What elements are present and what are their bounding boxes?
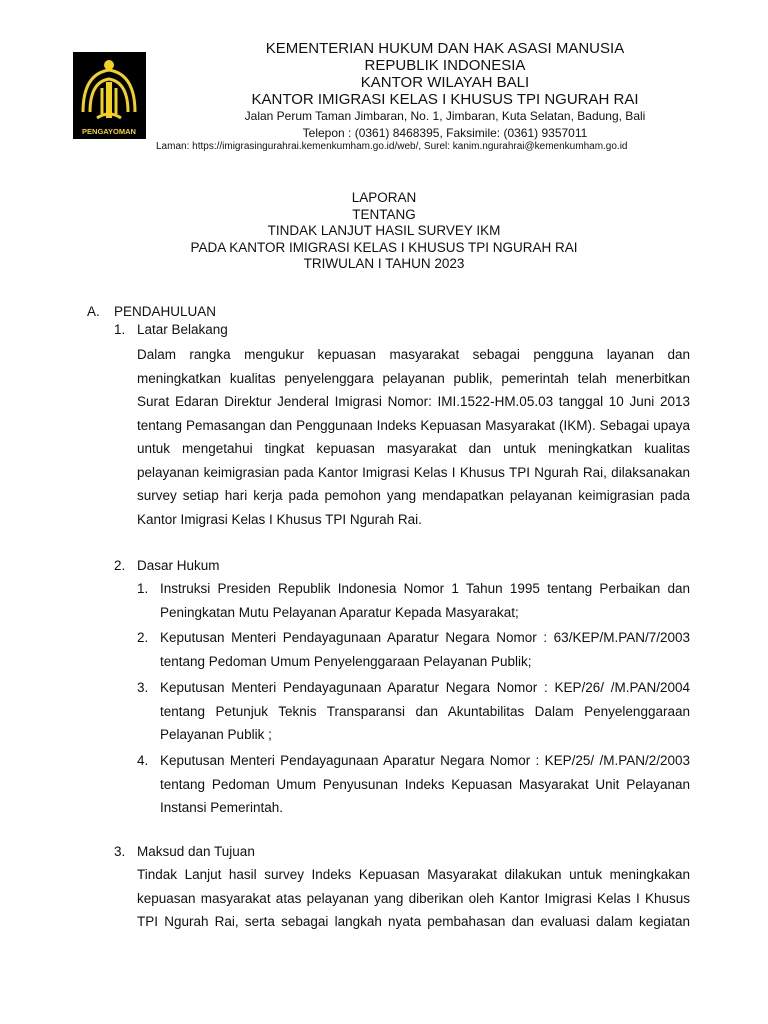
sub3-marker: 3. (114, 844, 126, 859)
regional-office: KANTOR WILAYAH BALI (360, 74, 530, 91)
purpose-paragraph: Tindak Lanjut hasil survey Indeks Kepuasan Masyarakat dilakukan untuk meningkakan kepuasan masyarakat atas pelayanan yang diberikan oleh Kantor Imigrasi Kelas I Khusus TPI Ngurah Rai, serta sebagai langkah nyata pembahasan dan evaluasi dalam kegiatan (137, 867, 690, 929)
office-name: KANTOR IMIGRASI KELAS I KHUSUS TPI NGURAH RAI (251, 91, 639, 108)
legal-item: Instruksi Presiden Republik Indonesia Nomor 1 Tahun 1995 tentang Perbaikan dan Peningkatan Mutu Pelayanan Aparatur Kepada Masyarakat; (160, 581, 690, 620)
title-line-4: PADA KANTOR IMIGRASI KELAS I KHUSUS TPI NGURAH RAI (190, 239, 578, 255)
section-a-heading: PENDAHULUAN (114, 304, 217, 319)
office-phone: Telepon : (0361) 8468395, Faksimile: (0361) 9357011 (302, 126, 588, 140)
title-line-5: TRIWULAN I TAHUN 2023 (303, 256, 465, 271)
legal-item: Keputusan Menteri Pendayagunaan Aparatur Negara Nomor : KEP/25/ /M.PAN/2/2003 tentang Pedoman Umum Penyusunan Indeks Kepuasan Masyarakat Unit Pelayanan Instansi Pemerintah. (160, 753, 690, 815)
sub2-heading: Dasar Hukum (137, 558, 220, 573)
country-name: REPUBLIK INDONESIA (364, 57, 526, 74)
office-website: Laman: https://imigrasingurahrai.kemenkumham.go.id/web/, Surel: kanim.ngurahrai@kemenkumham.go.id (156, 141, 628, 152)
legal-item-marker: 4. (137, 753, 149, 768)
legal-item: Keputusan Menteri Pendayagunaan Aparatur Negara Nomor : 63/KEP/M.PAN/7/2003 tentang Pedoman Umum Penyelenggaraan Pelayanan Publik; (160, 630, 690, 669)
title-line-3: TINDAK LANJUT HASIL SURVEY IKM (267, 223, 501, 238)
legal-item: Keputusan Menteri Pendayagunaan Aparatur Negara Nomor : KEP/26/ /M.PAN/2004 tentang Petunjuk Teknis Transparansi dan Akuntabilitas Dalam Penyelenggaraan Pelayanan Publik ; (160, 680, 690, 742)
pengayoman-logo (73, 52, 146, 139)
sub2-marker: 2. (114, 558, 126, 573)
letterhead (150, 40, 740, 142)
legal-item-marker: 2. (137, 630, 149, 645)
ministry-name: KEMENTERIAN HUKUM DAN HAK ASASI MANUSIA (265, 40, 625, 57)
legal-item-marker: 1. (137, 581, 149, 596)
logo-text: PENGAYOMAN (82, 127, 136, 136)
background-paragraph: Dalam rangka mengukur kepuasan masyarakat sebagai pengguna layanan dan meningkatkan kualitas penyelenggara pelayanan publik, pemerintah telah menerbitkan Surat Edaran Direktur Jenderal Imigrasi Nomor: IMI.1522-HM.05.03 tanggal 10 Juni 2013 tentang Pemasangan dan Penggunaan Indeks Kepuasan Masyarakat (IKM). Sebagai upaya untuk mengetahui tingkat kepuasan masyarakat dan untuk meningkatkan kualitas pelayanan keimigrasian pada Kantor Imigrasi Kelas I Khusus TPI Ngurah Rai, dilaksanakan survey setiap hari kerja pada pemohon yang mendapatkan pelayanan keimigrasian pada Kantor Imigrasi Kelas I Khusus TPI Ngurah Rai. (137, 347, 690, 527)
office-address: Jalan Perum Taman Jimbaran, No. 1, Jimbaran, Kuta Selatan, Badung, Bali (244, 109, 646, 123)
title-line-1: LAPORAN (351, 190, 417, 205)
sub3-heading: Maksud dan Tujuan (137, 844, 255, 859)
title-line-2: TENTANG (352, 206, 416, 222)
legal-item-marker: 3. (137, 680, 149, 695)
sub1-marker: 1. (114, 322, 126, 337)
report-title (0, 190, 768, 273)
section-a-marker: A. (87, 304, 100, 319)
sub1-heading: Latar Belakang (137, 322, 228, 337)
